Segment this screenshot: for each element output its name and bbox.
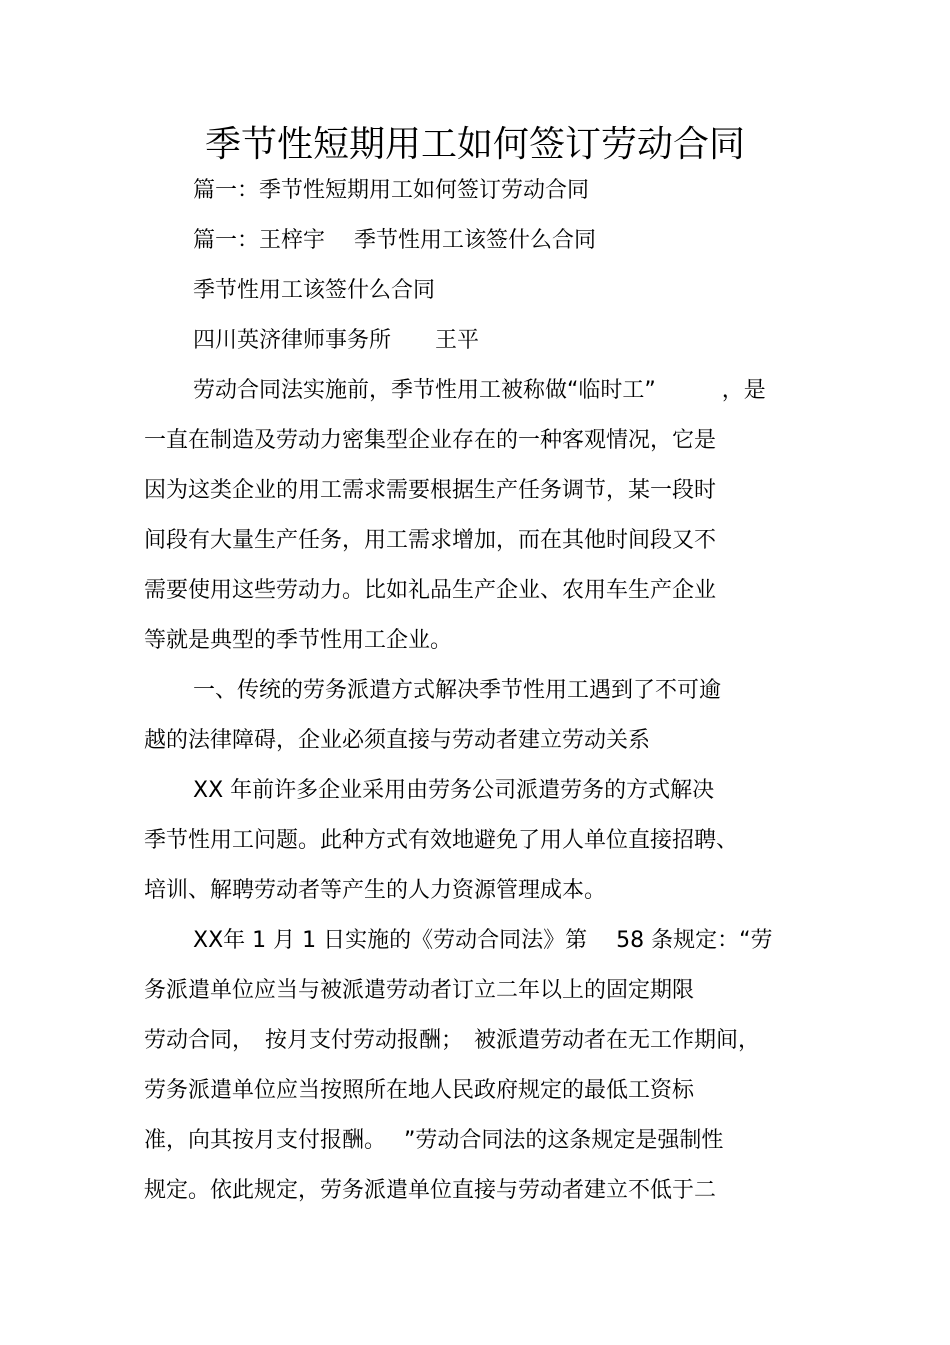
text-line: 劳务派遣单位应当按照所在地人民政府规定的最低工资标 [144,1078,695,1103]
text-line: XX 年前许多企业采用由劳务公司派遣劳务的方式解决 [193,778,715,803]
text-line: 越的法律障碍，企业必须直接与劳动者建立劳动关系 [144,728,651,753]
text-line: 篇一：王梓宇 季节性用工该签什么合同 [193,228,596,253]
text-line: 规定。依此规定，劳务派遣单位直接与劳动者建立不低于二 [144,1178,717,1203]
document-title: 季节性短期用工如何签订劳动合同 [204,124,745,165]
text-line: 因为这类企业的用工需求需要根据生产任务调节，某一段时 [144,478,717,503]
text-line: 培训、解聘劳动者等产生的人力资源管理成本。 [144,878,607,903]
text-line: 需要使用这些劳动力。比如礼品生产企业、农用车生产企业 [144,578,717,603]
text-line: 一直在制造及劳动力密集型企业存在的一种客观情况，它是 [144,428,717,453]
text-line: 四川英济律师事务所 王平 [193,328,480,353]
text-line: 一、传统的劳务派遣方式解决季节性用工遇到了不可逾 [193,678,722,703]
text-line: 季节性用工该签什么合同 [193,278,436,303]
text-line: XX年 1 月 1 日实施的《劳动合同法》第 58 条规定：“劳 [193,928,773,953]
text-line: 劳动合同法实施前，季节性用工被称做“临时工” ，是 [193,378,766,403]
text-line: 等就是典型的季节性用工企业。 [144,628,453,653]
text-line: 季节性用工问题。此种方式有效地避免了用人单位直接招聘、 [144,828,739,853]
text-line: 准，向其按月支付报酬。 ”劳动合同法的这条规定是强制性 [144,1128,724,1153]
text-line: 务派遣单位应当与被派遣劳动者订立二年以上的固定期限 [144,978,695,1003]
text-line: 间段有大量生产任务，用工需求增加，而在其他时间段又不 [144,528,717,553]
text-line: 篇一：季节性短期用工如何签订劳动合同 [193,178,590,203]
text-line: 劳动合同， 按月支付劳动报酬； 被派遣劳动者在无工作期间， [144,1028,761,1053]
